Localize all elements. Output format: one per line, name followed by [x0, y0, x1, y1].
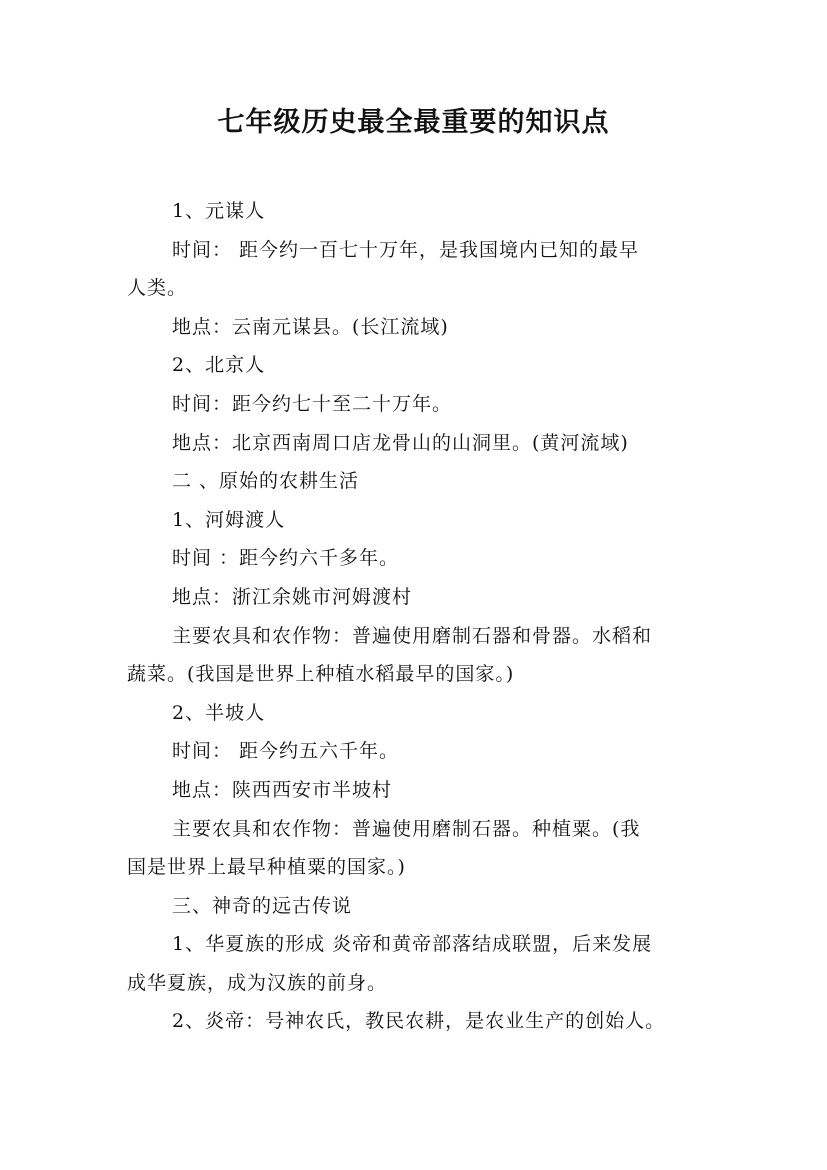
paragraph-line: 主要农具和农作物：普遍使用磨制石器。种植粟。(我 — [172, 817, 641, 840]
section-heading: 三、神奇的远古传说 — [172, 894, 353, 917]
paragraph-line: 地点：陕西西安市半坡村 — [172, 778, 393, 801]
paragraph-line: 成华夏族，成为汉族的前身。 — [127, 971, 388, 994]
section-heading: 二 、原始的农耕生活 — [172, 470, 360, 493]
heading-beijing: 2、北京人 — [172, 354, 266, 377]
paragraph-line: 国是世界上最早种植粟的国家。) — [127, 856, 406, 879]
paragraph-line: 人类。 — [127, 277, 188, 300]
paragraph-line: 1、华夏族的形成 炎帝和黄帝部落结成联盟，后来发展 — [172, 933, 653, 956]
document-body — [127, 192, 707, 1041]
paragraph-line: 时间： 距今约一百七十万年，是我国境内已知的最早 — [172, 238, 640, 261]
heading-yuanmou: 1、元谋人 — [172, 200, 266, 222]
paragraph-line: 地点：云南元谋县。(长江流域) — [172, 315, 449, 338]
heading-banpo: 2、半坡人 — [172, 701, 266, 724]
paragraph-line: 2、炎帝：号神农氏，教民农耕，是农业生产的创始人。 — [172, 1010, 666, 1033]
document-title: 七年级历史最全最重要的知识点 — [217, 107, 610, 138]
paragraph-line: 蔬菜。(我国是世界上种植水稻最早的国家。) — [127, 663, 515, 686]
paragraph-line: 主要农具和农作物：普遍使用磨制石器和骨器。水稻和 — [172, 624, 653, 647]
paragraph-line: 时间：距今约七十至二十万年。 — [172, 392, 453, 415]
paragraph-line: 地点：浙江余姚市河姆渡村 — [172, 585, 413, 608]
paragraph-line: 时间： 距今约五六千年。 — [172, 740, 400, 763]
heading-hemudu: 1、河姆渡人 — [172, 508, 286, 531]
paragraph-line: 时间 ：距今约六千多年。 — [172, 547, 400, 570]
paragraph-line: 地点：北京西南周口店龙骨山的山洞里。(黄河流域) — [172, 431, 629, 454]
